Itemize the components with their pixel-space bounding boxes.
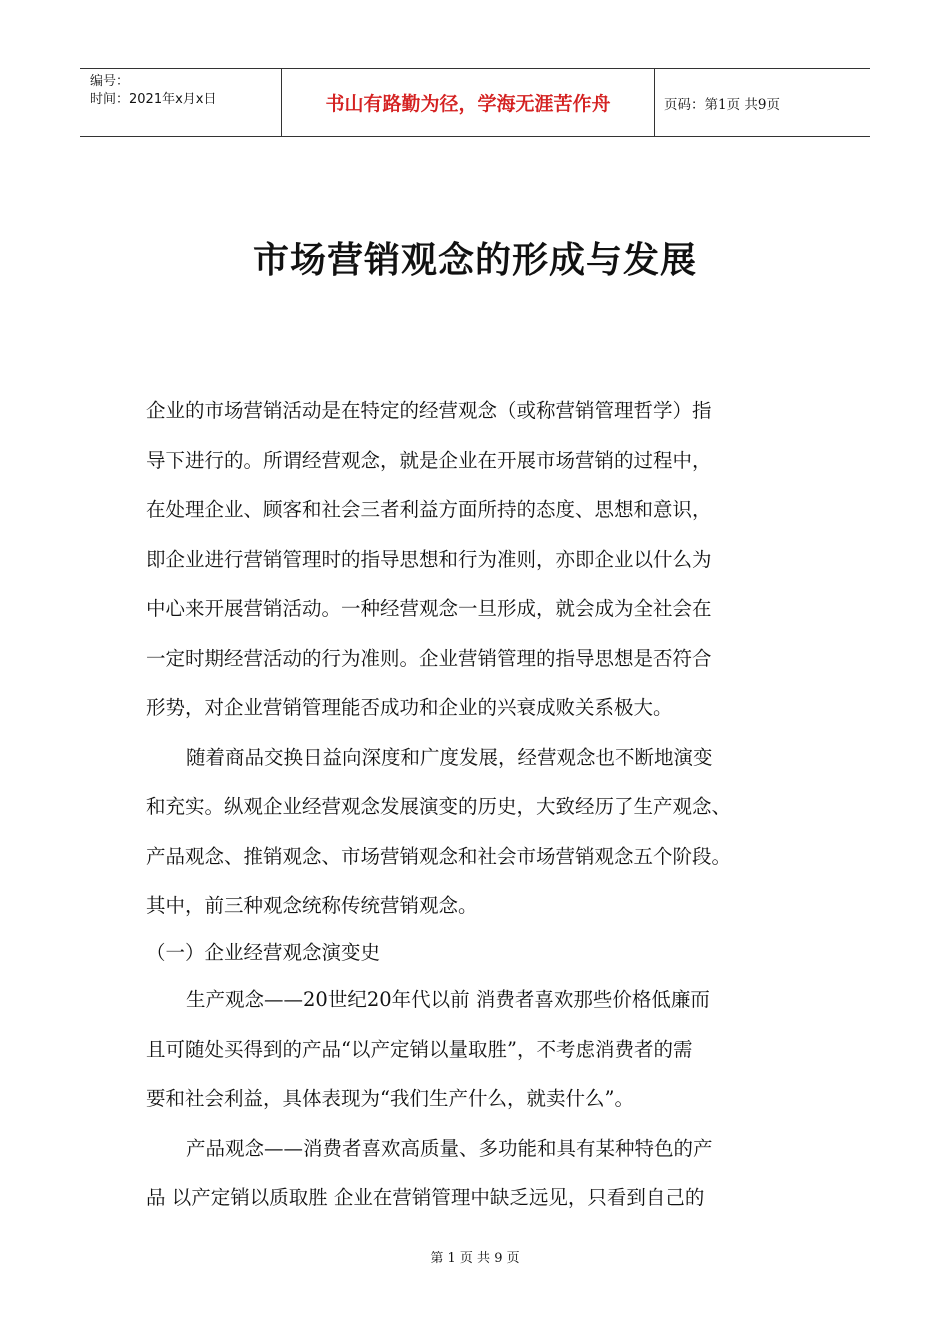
header-page-code: 页码：第1页 共9页 (664, 96, 780, 113)
body-line: 形势，对企业营销管理能否成功和企业的兴衰成败关系极大。 (146, 696, 673, 719)
body-line: 生产观念——20世纪20年代以前 消费者喜欢那些价格低廉而 (186, 988, 710, 1011)
header-divider (654, 69, 655, 136)
document-body (146, 393, 814, 1230)
header-table (80, 68, 870, 137)
body-line: 产品观念——消费者喜欢高质量、多功能和具有某种特色的产 (186, 1136, 713, 1160)
body-line: 导下进行的。所谓经营观念，就是企业在开展市场营销的过程中， (146, 448, 712, 472)
body-line: 中心来开展营销活动。一种经营观念一旦形成，就会成为全社会在 (146, 597, 712, 620)
number-label: 编号： (90, 74, 130, 89)
header-meta (90, 73, 216, 109)
body-line: 一定时期经营活动的行为准则。企业营销管理的指导思想是否符合 (146, 646, 712, 670)
body-line: 要和社会利益，具体表现为“我们生产什么，就卖什么”。 (146, 1087, 634, 1110)
time-label: 时间：2021年x月x日 (90, 92, 217, 107)
body-line: 企业的市场营销活动是在特定的经营观念（或称营销管理哲学）指 (146, 399, 712, 422)
body-line: 且可随处买得到的产品“以产定销以量取胜”，不考虑消费者的需 (146, 1037, 693, 1061)
body-line: 产品观念、推销观念、市场营销观念和社会市场营销观念五个阶段。 (146, 844, 732, 868)
body-line: 随着商品交换日益向深度和广度发展，经营观念也不断地演变 (186, 745, 713, 769)
document-title: 市场营销观念的形成与发展 (252, 239, 697, 281)
body-line: 即企业进行营销管理时的指导思想和行为准则，亦即企业以什么为 (146, 547, 712, 571)
page-footer: 第 1 页 共 9 页 (430, 1251, 520, 1266)
body-line: 和充实。纵观企业经营观念发展演变的历史，大致经历了生产观念、 (146, 795, 732, 818)
section-heading: （一）企业经营观念演变史 (146, 941, 381, 964)
body-line: 在处理企业、顾客和社会三者利益方面所持的态度、思想和意识， (146, 498, 712, 521)
body-line: 品 以产定销以质取胜 企业在营销管理中缺乏远见，只看到自己的 (146, 1186, 705, 1209)
body-line: 其中，前三种观念统称传统营销观念。 (146, 894, 478, 917)
header-motto: 书山有路勤为径，学海无涯苦作舟 (325, 93, 611, 115)
